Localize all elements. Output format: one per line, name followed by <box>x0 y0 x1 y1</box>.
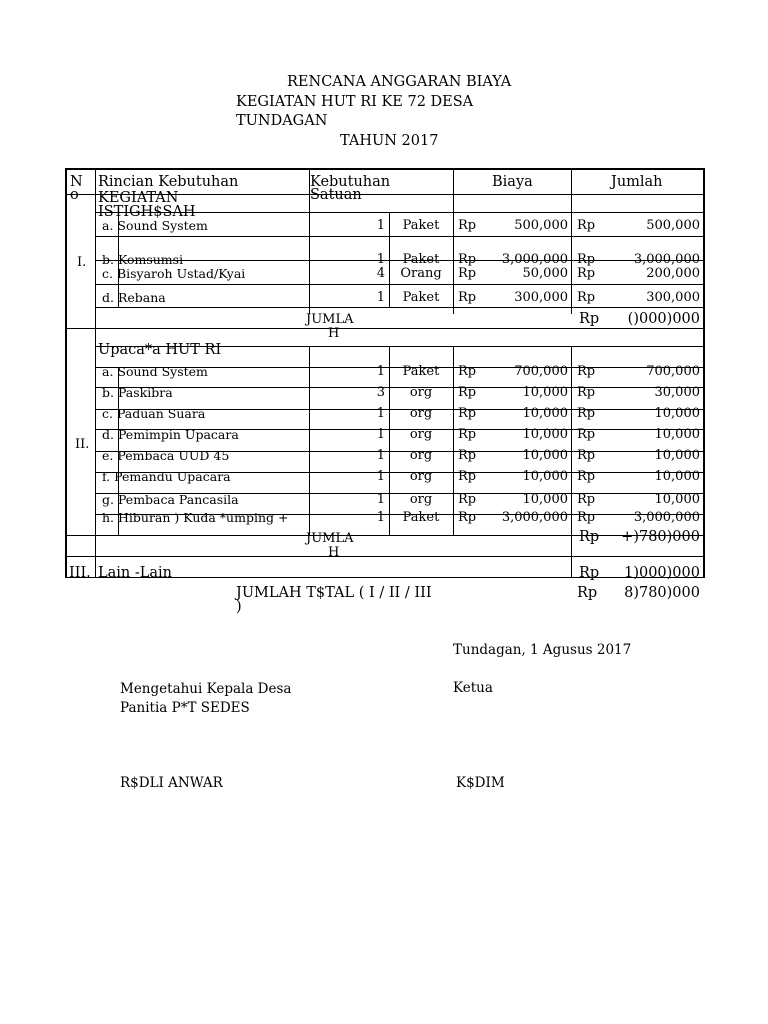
row-qty: 1 <box>376 448 385 463</box>
row-rp: Rp <box>458 427 477 442</box>
row-unit: org <box>409 469 433 484</box>
row-item: b. Komsumsi <box>102 252 184 267</box>
row-item: d. Pemimpin Upacara <box>102 427 239 442</box>
row-rp: Rp <box>458 290 477 305</box>
row-unit: org <box>409 385 433 400</box>
doc-title-line4: TAHUN 2017 <box>340 133 439 149</box>
row-total: 3,000,000 <box>633 252 700 267</box>
left-signatory-name: R$DLI ANWAR <box>120 775 223 791</box>
row-total: 500,000 <box>646 218 700 233</box>
row-unit: Paket <box>402 218 440 233</box>
row-total: 3,000,000 <box>633 510 700 525</box>
header-kebutuhan: Kebutuhan Satuan <box>310 174 391 203</box>
row-qty: 3 <box>376 385 385 400</box>
row-rp-total: Rp <box>577 364 596 379</box>
row-rp: Rp <box>458 266 477 281</box>
row-qty: 1 <box>376 290 385 305</box>
row-total: 300,000 <box>646 290 700 305</box>
row-rp-total: Rp <box>577 406 596 421</box>
row-total: 30,000 <box>654 385 700 400</box>
grand-total-value: 8)780)000 <box>624 585 700 601</box>
row-item: d. Rebana <box>102 290 166 305</box>
row-qty: 1 <box>376 406 385 421</box>
doc-title-line1: RENCANA ANGGARAN BIAYA <box>287 74 512 90</box>
section1-subtotal-rp: Rp <box>579 311 600 327</box>
row-item: e. Pembaca UUD 45 <box>102 448 230 463</box>
header-rincian: Rincian Kebutuhan <box>98 174 239 190</box>
section1-subtotal-value: ()000)000 <box>627 311 700 327</box>
grand-total-rp: Rp <box>577 585 598 601</box>
row-unit: Paket <box>402 252 440 267</box>
place-date: Tundagan, 1 Agusus 2017 <box>453 642 632 658</box>
row-unit: Orang <box>400 266 442 281</box>
row-qty: 1 <box>376 252 385 267</box>
row-rp: Rp <box>458 448 477 463</box>
row-total: 10,000 <box>654 469 700 484</box>
section1-title: KEGIATAN ISTIGH$SAH <box>98 190 196 220</box>
header-no: N o <box>70 174 83 203</box>
row-item: f. Pemandu Upacara <box>102 469 231 484</box>
section3-rp: Rp <box>579 565 600 581</box>
row-rp: Rp <box>458 469 477 484</box>
row-qty: 1 <box>376 469 385 484</box>
row-item: g. Pembaca Pancasila <box>102 492 239 507</box>
section2-subtotal-value: +)780)000 <box>621 529 700 545</box>
right-signatory-role: Ketua <box>453 680 493 696</box>
row-total: 10,000 <box>654 492 700 507</box>
row-rp-total: Rp <box>577 448 596 463</box>
row-rp: Rp <box>458 252 477 267</box>
row-item: c. Paduan Suara <box>102 406 206 421</box>
header-biaya: Biaya <box>492 174 533 190</box>
row-rp: Rp <box>458 385 477 400</box>
section3-no: III. <box>69 565 91 581</box>
row-price: 500,000 <box>514 218 568 233</box>
section2-no: II. <box>75 437 90 452</box>
row-qty: 4 <box>376 266 385 281</box>
row-price: 3,000,000 <box>501 510 568 525</box>
row-rp-total: Rp <box>577 469 596 484</box>
row-rp-total: Rp <box>577 218 596 233</box>
left-signatory-role: Mengetahui Kepala Desa Panitia P*T SEDES <box>120 681 292 716</box>
doc-title-line3: TUNDAGAN <box>236 113 328 129</box>
section1-subtotal-label: JUMLA H <box>306 312 354 341</box>
row-total: 10,000 <box>654 406 700 421</box>
row-total: 10,000 <box>654 448 700 463</box>
row-unit: org <box>409 427 433 442</box>
row-price: 10,000 <box>522 406 568 421</box>
section3-total: 1)000)000 <box>624 565 700 581</box>
section2-title: Upaca*a HUT RI <box>98 342 222 358</box>
row-total: 700,000 <box>646 364 700 379</box>
row-unit: Paket <box>402 290 440 305</box>
row-qty: 1 <box>376 364 385 379</box>
row-rp-total: Rp <box>577 492 596 507</box>
row-rp-total: Rp <box>577 427 596 442</box>
row-rp-total: Rp <box>577 510 596 525</box>
header-jumlah: Jumlah <box>611 174 663 190</box>
row-price: 10,000 <box>522 427 568 442</box>
row-rp: Rp <box>458 218 477 233</box>
row-price: 10,000 <box>522 385 568 400</box>
row-rp-total: Rp <box>577 385 596 400</box>
row-price: 10,000 <box>522 492 568 507</box>
row-item: b. Paskibra <box>102 385 173 400</box>
row-rp: Rp <box>458 492 477 507</box>
row-unit: org <box>409 406 433 421</box>
row-price: 700,000 <box>514 364 568 379</box>
row-price: 50,000 <box>522 266 568 281</box>
row-item: a. Sound System <box>102 218 208 233</box>
row-price: 300,000 <box>514 290 568 305</box>
row-total: 200,000 <box>646 266 700 281</box>
row-unit: Paket <box>402 510 440 525</box>
row-item: h. Hiburan ) Kuda *umping + <box>102 510 289 525</box>
row-item: c. Bisyaroh Ustad/Kyai <box>102 266 246 281</box>
section2-subtotal-label: JUMLA H <box>306 531 354 560</box>
row-rp-total: Rp <box>577 290 596 305</box>
row-qty: 1 <box>376 492 385 507</box>
row-qty: 1 <box>376 427 385 442</box>
row-rp-total: Rp <box>577 252 596 267</box>
row-qty: 1 <box>376 510 385 525</box>
row-price: 10,000 <box>522 448 568 463</box>
row-rp: Rp <box>458 406 477 421</box>
row-unit: org <box>409 448 433 463</box>
row-rp-total: Rp <box>577 266 596 281</box>
section1-no: I. <box>77 255 87 270</box>
row-item: a. Sound System <box>102 364 208 379</box>
row-rp: Rp <box>458 510 477 525</box>
row-price: 3,000,000 <box>501 252 568 267</box>
section2-subtotal-rp: Rp <box>579 529 600 545</box>
grand-total-label: JUMLAH T$TAL ( I / II / III ) <box>236 585 432 615</box>
section3-title: Lain -Lain <box>98 565 173 581</box>
row-rp: Rp <box>458 364 477 379</box>
row-total: 10,000 <box>654 427 700 442</box>
row-price: 10,000 <box>522 469 568 484</box>
row-unit: org <box>409 492 433 507</box>
doc-title-line2: KEGIATAN HUT RI KE 72 DESA <box>236 94 474 110</box>
row-unit: Paket <box>402 364 440 379</box>
row-qty: 1 <box>376 218 385 233</box>
right-signatory-name: K$DIM <box>456 775 505 791</box>
